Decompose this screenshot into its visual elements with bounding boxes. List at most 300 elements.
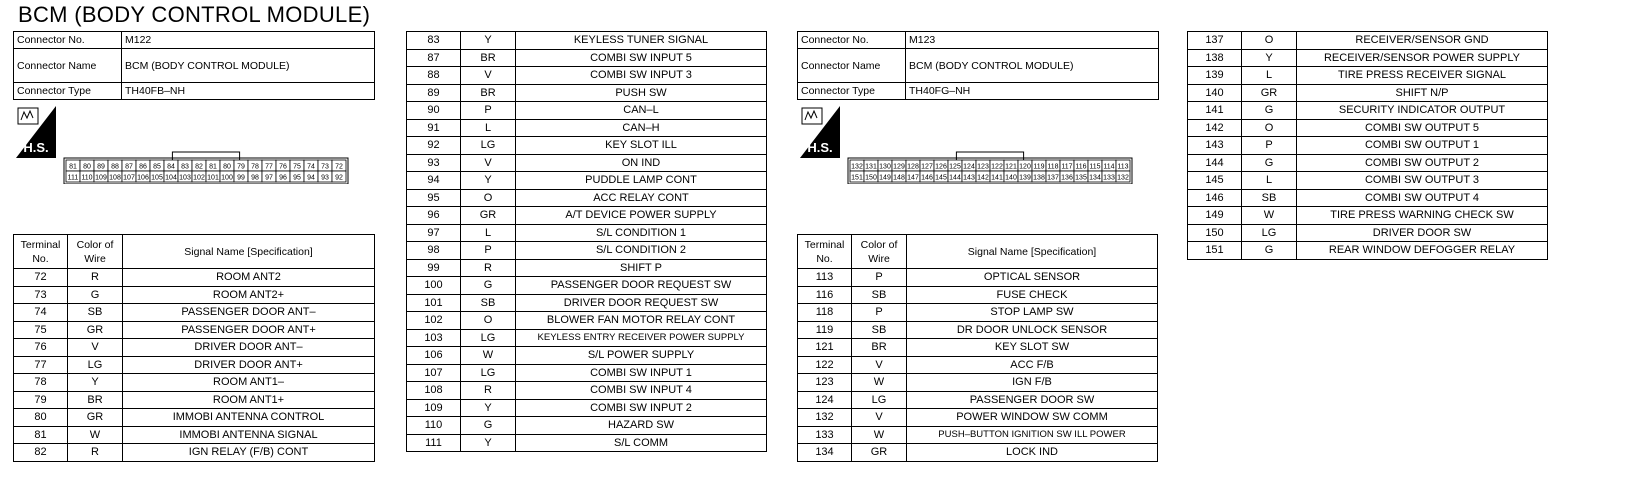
signal-name: SHIFT P bbox=[516, 259, 767, 277]
pin-number: 128 bbox=[907, 163, 919, 171]
wire-color: P bbox=[461, 242, 516, 260]
wire-color: Y bbox=[461, 32, 516, 50]
terminal-no: 80 bbox=[14, 409, 68, 427]
signal-name: BLOWER FAN MOTOR RELAY CONT bbox=[516, 312, 767, 330]
signal-name: COMBI SW OUTPUT 4 bbox=[1297, 189, 1548, 207]
signal-name: DRIVER DOOR ANT+ bbox=[123, 356, 375, 374]
connector-face-m123 bbox=[846, 146, 1136, 184]
pin-number: 139 bbox=[1019, 174, 1031, 182]
wire-color: L bbox=[461, 119, 516, 137]
table-row bbox=[1188, 119, 1548, 137]
signal-name: IGN RELAY (F/B) CONT bbox=[123, 444, 375, 462]
signal-name: FUSE CHECK bbox=[907, 286, 1158, 304]
table-row bbox=[798, 286, 1158, 304]
terminal-no: 93 bbox=[407, 154, 461, 172]
pin-number: 106 bbox=[137, 174, 149, 182]
wire-color: SB bbox=[68, 304, 123, 322]
table-row bbox=[798, 339, 1158, 357]
wire-color: GR bbox=[461, 207, 516, 225]
signal-name: KEYLESS ENTRY RECEIVER POWER SUPPLY bbox=[516, 329, 767, 347]
hs-label: H.S. bbox=[807, 140, 833, 155]
wire-color: L bbox=[1242, 67, 1297, 85]
table-row bbox=[798, 304, 1158, 322]
signal-name: IMMOBI ANTENNA SIGNAL bbox=[123, 426, 375, 444]
connector-name: BCM (BODY CONTROL MODULE) bbox=[122, 49, 375, 83]
header-signal: Signal Name [Specification] bbox=[907, 235, 1158, 269]
wire-color: G bbox=[1242, 242, 1297, 260]
pin-number: 136 bbox=[1061, 174, 1073, 182]
signal-name: COMBI SW INPUT 5 bbox=[516, 49, 767, 67]
terminal-no: 134 bbox=[798, 444, 852, 462]
terminal-no: 79 bbox=[14, 391, 68, 409]
pin-number: 132 bbox=[1117, 174, 1129, 182]
table-row bbox=[407, 137, 767, 155]
info-row bbox=[798, 49, 1159, 83]
pin-number: 121 bbox=[1005, 163, 1017, 171]
info-label: Connector Type bbox=[14, 83, 122, 100]
table-row bbox=[407, 189, 767, 207]
pin-number: 144 bbox=[949, 174, 961, 182]
pin-number: 107 bbox=[123, 174, 135, 182]
table-row bbox=[14, 356, 375, 374]
table-row bbox=[14, 374, 375, 392]
pin-number: 140 bbox=[1005, 174, 1017, 182]
signal-name: RECEIVER/SENSOR GND bbox=[1297, 32, 1548, 50]
connector-no: M122 bbox=[122, 32, 375, 49]
pin-number: 147 bbox=[907, 174, 919, 182]
terminal-no: 123 bbox=[798, 374, 852, 392]
signal-name: HAZARD SW bbox=[516, 417, 767, 435]
connector-face-m122 bbox=[62, 146, 352, 184]
table-row bbox=[14, 304, 375, 322]
signal-name: ROOM ANT2+ bbox=[123, 286, 375, 304]
wire-color: LG bbox=[461, 364, 516, 382]
wire-color: SB bbox=[852, 321, 907, 339]
terminal-no: 124 bbox=[798, 391, 852, 409]
table-header bbox=[14, 235, 375, 269]
pin-number: 87 bbox=[125, 163, 133, 171]
terminal-no: 103 bbox=[407, 329, 461, 347]
pin-number: 104 bbox=[165, 174, 177, 182]
wire-color: BR bbox=[461, 84, 516, 102]
table-row bbox=[14, 444, 375, 462]
signal-name: POWER WINDOW SW COMM bbox=[907, 409, 1158, 427]
pin-number: 117 bbox=[1061, 163, 1073, 171]
pin-number: 110 bbox=[81, 174, 93, 182]
terminal-no: 94 bbox=[407, 172, 461, 190]
header-terminal: Terminal No. bbox=[798, 235, 852, 269]
signal-name: COMBI SW INPUT 1 bbox=[516, 364, 767, 382]
signal-name: PUSH–BUTTON IGNITION SW ILL POWER bbox=[907, 426, 1158, 444]
signal-name: PUSH SW bbox=[516, 84, 767, 102]
terminal-no: 133 bbox=[798, 426, 852, 444]
table-row bbox=[798, 444, 1158, 462]
wire-color: G bbox=[461, 417, 516, 435]
pin-number: 138 bbox=[1033, 174, 1045, 182]
terminal-no: 101 bbox=[407, 294, 461, 312]
pin-number: 93 bbox=[321, 174, 329, 182]
terminal-no: 89 bbox=[407, 84, 461, 102]
info-label: Connector Name bbox=[14, 49, 122, 83]
terminal-no: 97 bbox=[407, 224, 461, 242]
table-row bbox=[14, 426, 375, 444]
info-row bbox=[798, 32, 1159, 49]
wire-color: P bbox=[1242, 137, 1297, 155]
connector-type: TH40FB–NH bbox=[122, 83, 375, 100]
wire-color: R bbox=[461, 382, 516, 400]
pin-number: 151 bbox=[851, 174, 863, 182]
signal-name: KEYLESS TUNER SIGNAL bbox=[516, 32, 767, 50]
pin-number: 135 bbox=[1075, 174, 1087, 182]
info-row bbox=[798, 83, 1159, 100]
signal-name: DRIVER DOOR SW bbox=[1297, 224, 1548, 242]
wire-color: G bbox=[68, 286, 123, 304]
terminal-no: 72 bbox=[14, 269, 68, 287]
pin-number: 80 bbox=[83, 163, 91, 171]
table-row bbox=[407, 67, 767, 85]
terminal-no: 95 bbox=[407, 189, 461, 207]
pin-number: 150 bbox=[865, 174, 877, 182]
pin-number: 96 bbox=[279, 174, 287, 182]
signal-name: PASSENGER DOOR REQUEST SW bbox=[516, 277, 767, 295]
table-row bbox=[14, 269, 375, 287]
signal-name: S/L CONDITION 2 bbox=[516, 242, 767, 260]
pin-number: 78 bbox=[251, 163, 259, 171]
table-row bbox=[407, 347, 767, 365]
table-row bbox=[14, 391, 375, 409]
pin-number: 81 bbox=[209, 163, 217, 171]
pin-number: 88 bbox=[111, 163, 119, 171]
signal-name: ACC RELAY CONT bbox=[516, 189, 767, 207]
signal-name: PASSENGER DOOR ANT+ bbox=[123, 321, 375, 339]
terminal-no: 98 bbox=[407, 242, 461, 260]
terminal-no: 109 bbox=[407, 399, 461, 417]
wire-color: W bbox=[68, 426, 123, 444]
terminal-no: 121 bbox=[798, 339, 852, 357]
pin-number: 85 bbox=[153, 163, 161, 171]
wire-color: Y bbox=[1242, 49, 1297, 67]
terminal-no: 146 bbox=[1188, 189, 1242, 207]
signal-name: COMBI SW OUTPUT 5 bbox=[1297, 119, 1548, 137]
signal-name: COMBI SW INPUT 4 bbox=[516, 382, 767, 400]
wire-color: V bbox=[68, 339, 123, 357]
table-row bbox=[407, 382, 767, 400]
table-row bbox=[407, 399, 767, 417]
pin-number: 119 bbox=[1033, 163, 1045, 171]
signal-name: ROOM ANT1+ bbox=[123, 391, 375, 409]
info-row bbox=[14, 83, 375, 100]
wire-color: O bbox=[461, 189, 516, 207]
pin-number: 149 bbox=[879, 174, 891, 182]
wire-color: LG bbox=[68, 356, 123, 374]
wire-color: W bbox=[852, 374, 907, 392]
wire-color: Y bbox=[461, 399, 516, 417]
pin-number: 77 bbox=[265, 163, 273, 171]
wire-color: R bbox=[461, 259, 516, 277]
pin-number: 109 bbox=[95, 174, 107, 182]
pin-number: 82 bbox=[195, 163, 203, 171]
pin-number: 120 bbox=[1019, 163, 1031, 171]
terminal-no: 100 bbox=[407, 277, 461, 295]
signal-name: PUDDLE LAMP CONT bbox=[516, 172, 767, 190]
pin-number: 118 bbox=[1047, 163, 1059, 171]
terminal-no: 108 bbox=[407, 382, 461, 400]
table-row bbox=[1188, 84, 1548, 102]
table-row bbox=[407, 277, 767, 295]
pin-number: 126 bbox=[935, 163, 947, 171]
terminal-no: 143 bbox=[1188, 137, 1242, 155]
pin-number: 95 bbox=[293, 174, 301, 182]
signal-name: ON IND bbox=[516, 154, 767, 172]
page-title: BCM (BODY CONTROL MODULE) bbox=[18, 2, 371, 27]
table-row bbox=[1188, 154, 1548, 172]
pin-number: 86 bbox=[139, 163, 147, 171]
header-color: Color of Wire bbox=[852, 235, 907, 269]
wire-color: BR bbox=[461, 49, 516, 67]
signal-name: ROOM ANT1– bbox=[123, 374, 375, 392]
terminal-no: 145 bbox=[1188, 172, 1242, 190]
wire-color: LG bbox=[461, 329, 516, 347]
signal-name: DR DOOR UNLOCK SENSOR bbox=[907, 321, 1158, 339]
pin-number: 114 bbox=[1103, 163, 1115, 171]
wire-color: O bbox=[1242, 32, 1297, 50]
terminal-no: 90 bbox=[407, 102, 461, 120]
wire-color: SB bbox=[852, 286, 907, 304]
pin-number: 102 bbox=[193, 174, 205, 182]
terminal-no: 144 bbox=[1188, 154, 1242, 172]
table-row bbox=[1188, 102, 1548, 120]
table-row bbox=[1188, 49, 1548, 67]
table-row bbox=[798, 391, 1158, 409]
signal-table-b bbox=[406, 31, 767, 452]
signal-name: S/L COMM bbox=[516, 434, 767, 452]
pin-number: 94 bbox=[307, 174, 315, 182]
wire-color: L bbox=[1242, 172, 1297, 190]
pin-number: 148 bbox=[893, 174, 905, 182]
signal-table-d bbox=[1187, 31, 1548, 260]
table-row bbox=[1188, 32, 1548, 50]
signal-table-c bbox=[797, 234, 1158, 462]
signal-name: OPTICAL SENSOR bbox=[907, 269, 1158, 287]
signal-name: KEY SLOT SW bbox=[907, 339, 1158, 357]
wire-color: G bbox=[1242, 154, 1297, 172]
info-label: Connector No. bbox=[14, 32, 122, 49]
pin-number: 98 bbox=[251, 174, 259, 182]
signal-name: DRIVER DOOR REQUEST SW bbox=[516, 294, 767, 312]
wire-color: LG bbox=[461, 137, 516, 155]
wire-color: R bbox=[68, 444, 123, 462]
table-row bbox=[407, 294, 767, 312]
pin-number: 137 bbox=[1047, 174, 1059, 182]
terminal-no: 88 bbox=[407, 67, 461, 85]
pin-number: 84 bbox=[167, 163, 175, 171]
signal-name: DRIVER DOOR ANT– bbox=[123, 339, 375, 357]
signal-name: COMBI SW OUTPUT 1 bbox=[1297, 137, 1548, 155]
table-row bbox=[14, 409, 375, 427]
info-row bbox=[14, 49, 375, 83]
wire-color: G bbox=[461, 277, 516, 295]
header-signal: Signal Name [Specification] bbox=[123, 235, 375, 269]
connector-key bbox=[172, 152, 239, 160]
table-row bbox=[1188, 224, 1548, 242]
signal-name: COMBI SW INPUT 3 bbox=[516, 67, 767, 85]
pin-number: 73 bbox=[321, 163, 329, 171]
table-row bbox=[14, 321, 375, 339]
wire-color: W bbox=[461, 347, 516, 365]
terminal-no: 142 bbox=[1188, 119, 1242, 137]
pin-number: 124 bbox=[963, 163, 975, 171]
wire-color: P bbox=[852, 304, 907, 322]
header-color: Color of Wire bbox=[68, 235, 123, 269]
signal-name: RECEIVER/SENSOR POWER SUPPLY bbox=[1297, 49, 1548, 67]
pin-number: 131 bbox=[865, 163, 877, 171]
terminal-no: 76 bbox=[14, 339, 68, 357]
terminal-no: 150 bbox=[1188, 224, 1242, 242]
table-row bbox=[407, 434, 767, 452]
table-row bbox=[407, 224, 767, 242]
table-row bbox=[407, 102, 767, 120]
pin-number: 146 bbox=[921, 174, 933, 182]
pin-number: 100 bbox=[221, 174, 233, 182]
wire-color: SB bbox=[461, 294, 516, 312]
terminal-no: 102 bbox=[407, 312, 461, 330]
pin-number: 103 bbox=[179, 174, 191, 182]
signal-name: IGN F/B bbox=[907, 374, 1158, 392]
terminal-no: 113 bbox=[798, 269, 852, 287]
terminal-no: 107 bbox=[407, 364, 461, 382]
pin-number: 72 bbox=[335, 163, 343, 171]
terminal-no: 140 bbox=[1188, 84, 1242, 102]
pin-number: 142 bbox=[977, 174, 989, 182]
wire-color: W bbox=[852, 426, 907, 444]
wire-color: O bbox=[1242, 119, 1297, 137]
info-label: Connector Type bbox=[798, 83, 906, 100]
wire-color: G bbox=[1242, 102, 1297, 120]
wire-color: Y bbox=[461, 172, 516, 190]
table-row bbox=[407, 172, 767, 190]
terminal-no: 118 bbox=[798, 304, 852, 322]
table-row bbox=[407, 49, 767, 67]
terminal-no: 73 bbox=[14, 286, 68, 304]
terminal-no: 77 bbox=[14, 356, 68, 374]
terminal-no: 111 bbox=[407, 434, 461, 452]
terminal-no: 119 bbox=[798, 321, 852, 339]
signal-name: COMBI SW OUTPUT 3 bbox=[1297, 172, 1548, 190]
harness-side-icon bbox=[800, 106, 840, 158]
signal-name: LOCK IND bbox=[907, 444, 1158, 462]
signal-name: KEY SLOT ILL bbox=[516, 137, 767, 155]
table-row bbox=[1188, 172, 1548, 190]
terminal-no: 92 bbox=[407, 137, 461, 155]
terminal-no: 106 bbox=[407, 347, 461, 365]
wire-color: V bbox=[461, 67, 516, 85]
info-row bbox=[14, 32, 375, 49]
table-row bbox=[1188, 242, 1548, 260]
pin-number: 97 bbox=[265, 174, 273, 182]
terminal-no: 83 bbox=[407, 32, 461, 50]
table-row bbox=[1188, 137, 1548, 155]
info-label: Connector No. bbox=[798, 32, 906, 49]
table-row bbox=[407, 84, 767, 102]
pin-number: 134 bbox=[1089, 174, 1101, 182]
table-row bbox=[407, 417, 767, 435]
terminal-no: 137 bbox=[1188, 32, 1242, 50]
table-row bbox=[798, 426, 1158, 444]
pin-number: 83 bbox=[181, 163, 189, 171]
connector-type: TH40FG–NH bbox=[906, 83, 1159, 100]
connector-no: M123 bbox=[906, 32, 1159, 49]
signal-name: PASSENGER DOOR SW bbox=[907, 391, 1158, 409]
connector-info-m123 bbox=[797, 31, 1159, 100]
terminal-no: 87 bbox=[407, 49, 461, 67]
signal-name: IMMOBI ANTENNA CONTROL bbox=[123, 409, 375, 427]
pin-number: 81 bbox=[69, 163, 77, 171]
connector-info-m122 bbox=[13, 31, 375, 100]
terminal-no: 99 bbox=[407, 259, 461, 277]
terminal-no: 75 bbox=[14, 321, 68, 339]
pin-number: 92 bbox=[335, 174, 343, 182]
terminal-no: 149 bbox=[1188, 207, 1242, 225]
table-row bbox=[407, 32, 767, 50]
pin-number: 133 bbox=[1103, 174, 1115, 182]
wire-color: GR bbox=[68, 321, 123, 339]
pin-number: 130 bbox=[879, 163, 891, 171]
wire-color: V bbox=[461, 154, 516, 172]
signal-name: S/L CONDITION 1 bbox=[516, 224, 767, 242]
connector-name: BCM (BODY CONTROL MODULE) bbox=[906, 49, 1159, 83]
wire-color: W bbox=[1242, 207, 1297, 225]
terminal-no: 81 bbox=[14, 426, 68, 444]
pin-number: 145 bbox=[935, 174, 947, 182]
pin-number: 108 bbox=[109, 174, 121, 182]
wire-color: P bbox=[461, 102, 516, 120]
wire-color: P bbox=[852, 269, 907, 287]
wire-color: BR bbox=[68, 391, 123, 409]
table-row bbox=[407, 242, 767, 260]
table-row bbox=[407, 119, 767, 137]
table-header bbox=[798, 235, 1158, 269]
wire-color: BR bbox=[852, 339, 907, 357]
pin-number: 125 bbox=[949, 163, 961, 171]
pin-number: 132 bbox=[851, 163, 863, 171]
wire-color: GR bbox=[68, 409, 123, 427]
table-row bbox=[1188, 189, 1548, 207]
table-row bbox=[407, 364, 767, 382]
pin-number: 101 bbox=[207, 174, 219, 182]
signal-name: COMBI SW INPUT 2 bbox=[516, 399, 767, 417]
wire-color: GR bbox=[852, 444, 907, 462]
table-row bbox=[798, 409, 1158, 427]
signal-name: REAR WINDOW DEFOGGER RELAY bbox=[1297, 242, 1548, 260]
terminal-no: 139 bbox=[1188, 67, 1242, 85]
pin-number: 76 bbox=[279, 163, 287, 171]
pin-number: 75 bbox=[293, 163, 301, 171]
wire-color: SB bbox=[1242, 189, 1297, 207]
hs-label: H.S. bbox=[23, 140, 49, 155]
terminal-no: 151 bbox=[1188, 242, 1242, 260]
signal-name: CAN–L bbox=[516, 102, 767, 120]
pin-number: 113 bbox=[1117, 163, 1129, 171]
wire-color: V bbox=[852, 356, 907, 374]
pin-number: 99 bbox=[237, 174, 245, 182]
pin-number: 127 bbox=[921, 163, 933, 171]
wire-color: Y bbox=[68, 374, 123, 392]
wire-color: R bbox=[68, 269, 123, 287]
terminal-no: 132 bbox=[798, 409, 852, 427]
table-row bbox=[407, 329, 767, 347]
table-row bbox=[1188, 67, 1548, 85]
table-row bbox=[407, 154, 767, 172]
